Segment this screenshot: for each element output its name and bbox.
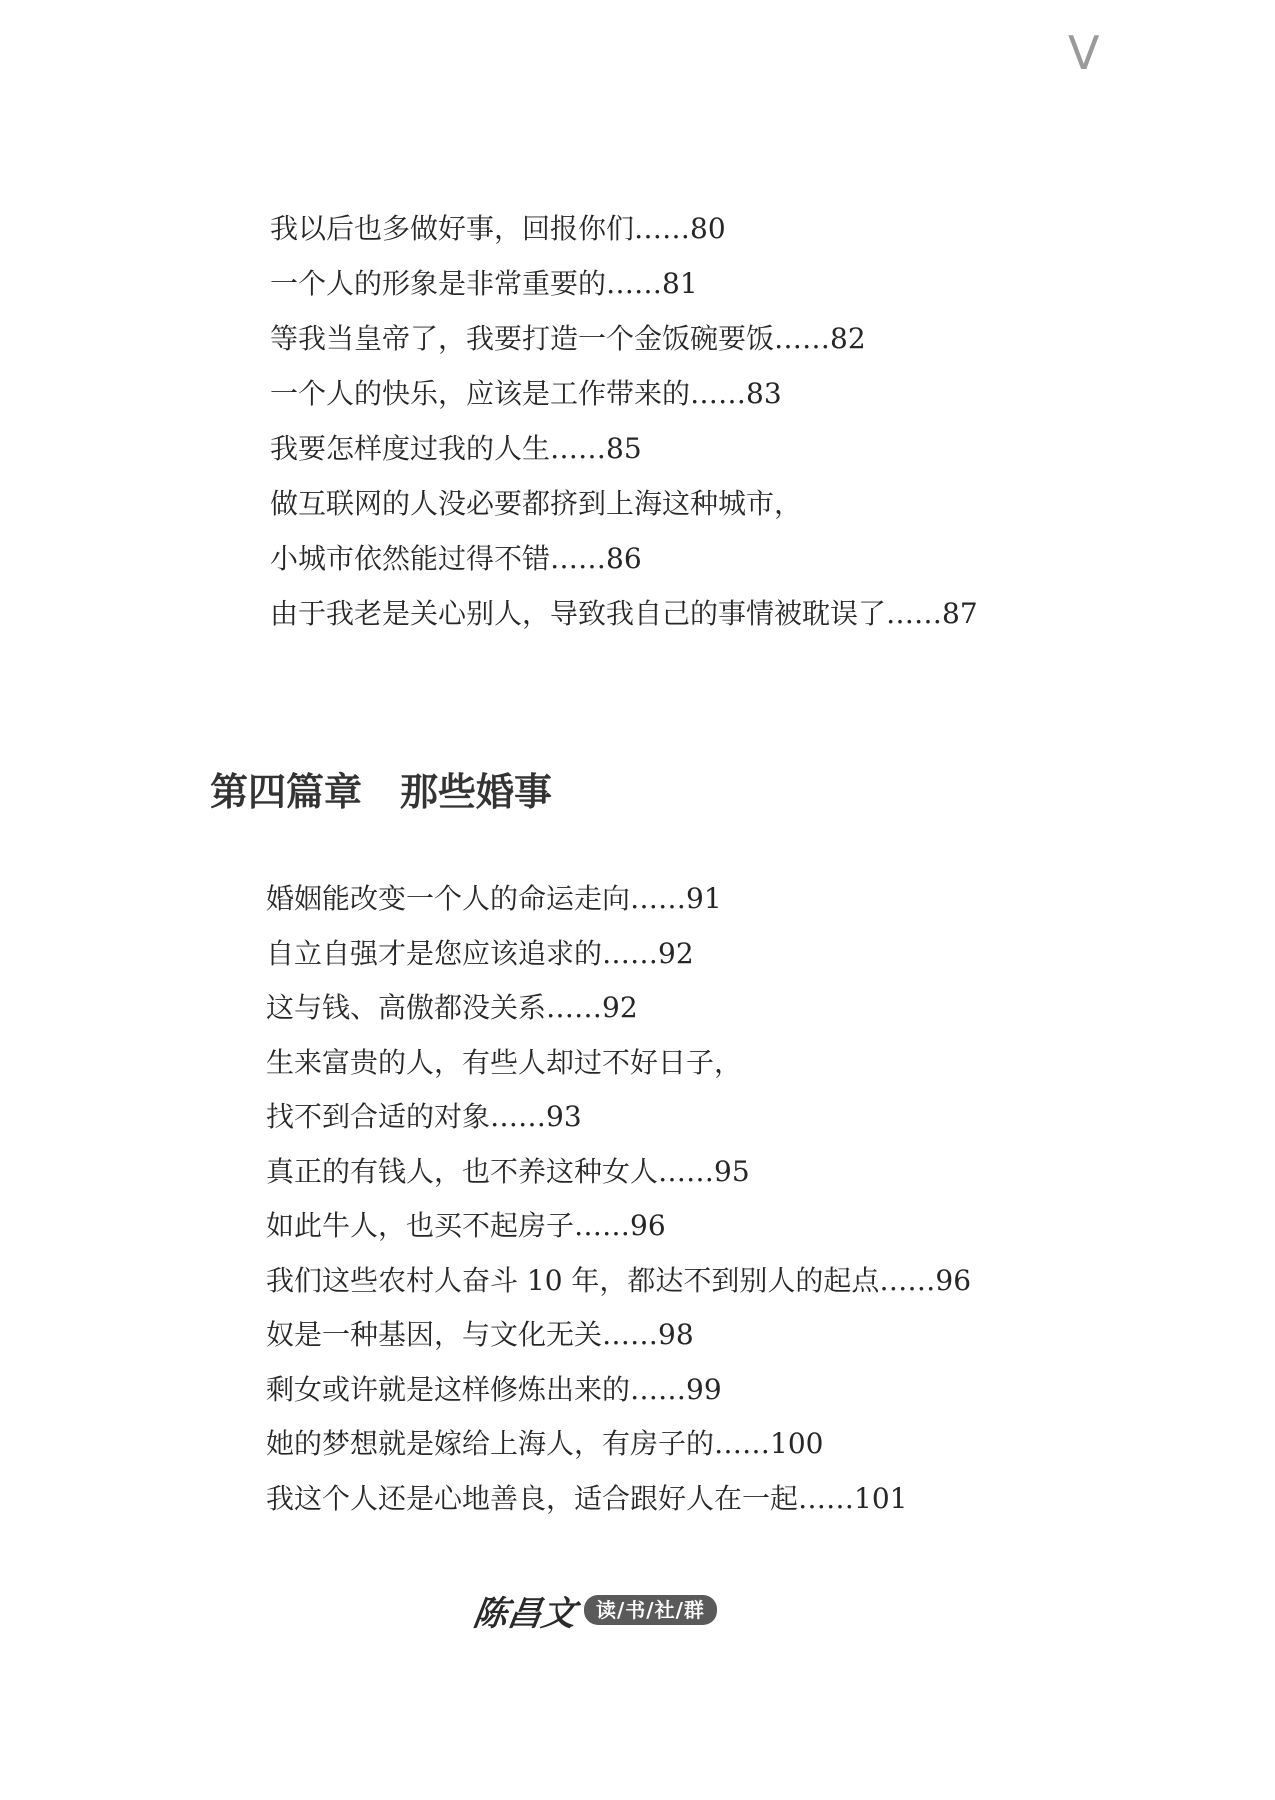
toc-entry[interactable]: 自立自强才是您应该追求的……92 [266,936,694,970]
toc-entry[interactable]: 一个人的快乐，应该是工作带来的……83 [270,377,782,410]
footer-logo [470,1587,717,1634]
toc-entry[interactable]: 我们这些农村人奋斗 10 年，都达不到别人的起点……96 [266,1263,972,1297]
toc-entry[interactable]: 等我当皇帝了，我要打造一个金饭碗要饭……82 [270,322,866,355]
toc-entry[interactable]: 剩女或许就是这样修炼出来的……99 [266,1372,722,1406]
toc-entry[interactable]: 生来富贵的人，有些人却过不好日子， [266,1045,743,1079]
toc-entry[interactable]: 由于我老是关心别人，导致我自己的事情被耽误了……87 [270,597,978,630]
toc-entry[interactable]: 找不到合适的对象……93 [266,1100,582,1133]
toc-entry[interactable]: 如此牛人，也买不起房子……96 [266,1209,666,1242]
chapter-heading: 第四篇章 那些婚事 [210,769,553,814]
toc-entry[interactable]: 小城市依然能过得不错……86 [270,542,642,575]
page-number: V [1068,26,1100,80]
logo-name: 陈昌文 [470,1593,579,1634]
toc-entry[interactable]: 一个人的形象是非常重要的……81 [270,267,698,300]
toc-list-section [270,212,978,655]
toc-entry[interactable]: 她的梦想就是嫁给上海人，有房子的……100 [266,1427,824,1460]
logo-badge: 读/书/社/群 [584,1595,717,1625]
toc-entry[interactable]: 我这个人还是心地善良，适合跟好人在一起……101 [266,1481,908,1515]
toc-entry[interactable]: 婚姻能改变一个人的命运走向……91 [266,882,722,915]
toc-entry[interactable]: 真正的有钱人，也不养这种女人……95 [266,1154,750,1188]
toc-list-chapter4 [266,882,972,1539]
toc-entry[interactable]: 这与钱、高傲都没关系……92 [266,991,638,1024]
toc-entry[interactable]: 做互联网的人没必要都挤到上海这种城市， [270,487,803,520]
toc-entry[interactable]: 我要怎样度过我的人生……85 [270,432,642,465]
toc-entry[interactable]: 奴是一种基因，与文化无关……98 [266,1318,694,1351]
toc-entry[interactable]: 我以后也多做好事，回报你们……80 [270,212,726,245]
